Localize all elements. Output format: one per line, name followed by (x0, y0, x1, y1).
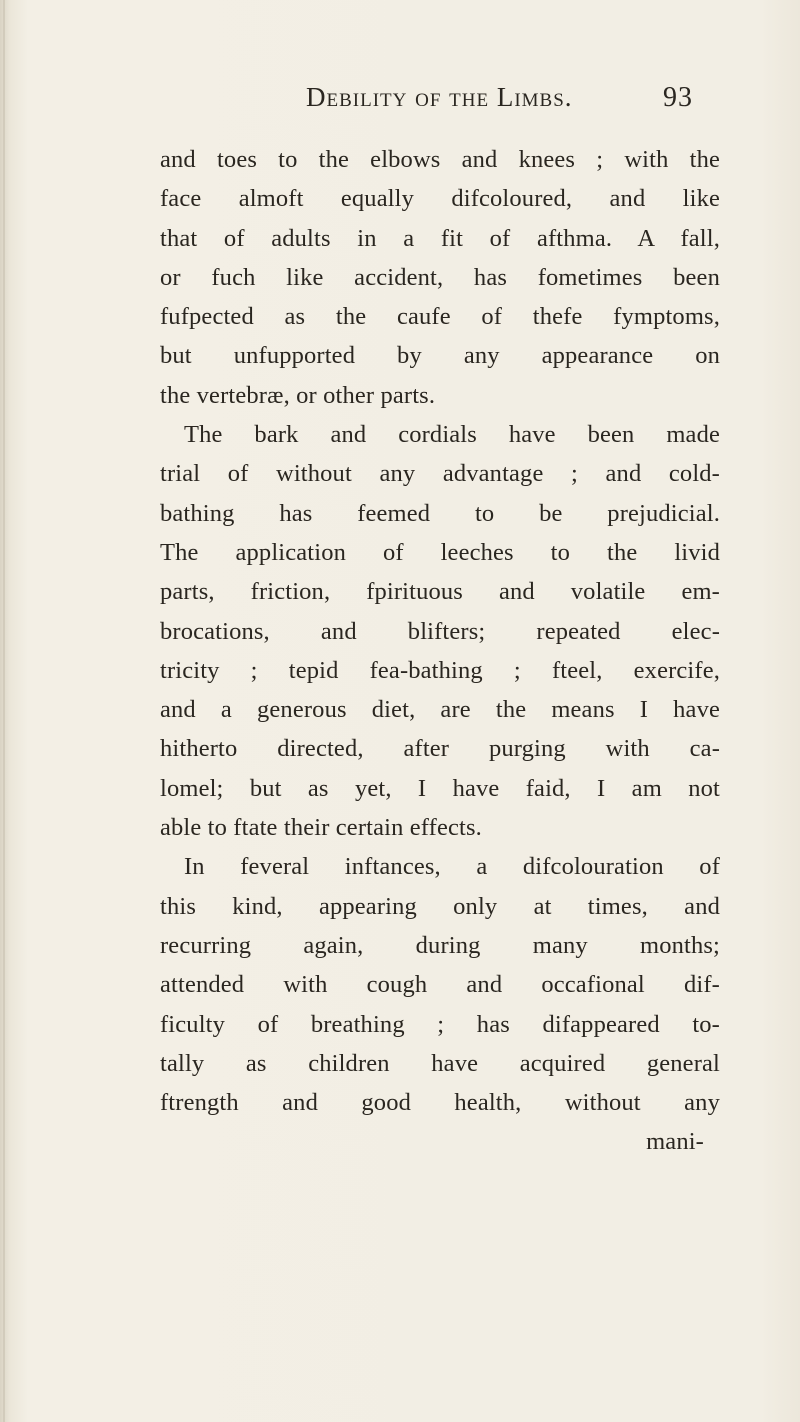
text-line: bathing has feemed to be prejudicial. (160, 499, 720, 527)
text-line: face almoft equally difcoloured, and like (160, 185, 720, 213)
text-line: The bark and cordials have been made (184, 421, 720, 449)
text-line: this kind, appearing only at times, and (160, 892, 720, 920)
text-line: The application of leeches to the livid (160, 538, 720, 566)
text-line: In feveral inftances, a difcolouration of (184, 853, 720, 881)
binding-gutter (3, 0, 5, 1422)
text-line: trial of without any advantage ; and cold- (160, 460, 720, 488)
text-line: but unfupported by any appearance on (160, 342, 720, 370)
text-line: hitherto directed, after purging with ca- (160, 735, 720, 763)
text-line: parts, friction, fpirituous and volatile em- (160, 578, 720, 606)
text-line: and a generous diet, are the means I have (160, 696, 720, 724)
text-line: and toes to the elbows and knees ; with the (160, 146, 720, 173)
text-line: recurring again, during many months; (160, 931, 720, 959)
catchword: mani- (646, 1128, 704, 1156)
text-line: the vertebræ, or other parts. (160, 381, 436, 409)
text-line: lomel; but as yet, I have faid, I am not (160, 774, 720, 802)
text-line: attended with cough and occafional dif- (160, 971, 720, 999)
text-line: tricity ; tepid fea-bathing ; fteel, exercife, (160, 656, 720, 684)
text-line: ftrength and good health, without any (160, 1089, 720, 1117)
text-line: fufpected as the caufe of thefe fymptoms, (160, 303, 720, 331)
page-number: 93 (663, 82, 693, 113)
running-title: Debility of the Limbs. (306, 82, 573, 112)
page-header (306, 82, 716, 126)
body-text (160, 140, 720, 1162)
text-line: ficulty of breathing ; has difappeared to- (160, 1010, 720, 1038)
text-line: or fuch like accident, has fometimes been (160, 263, 720, 291)
text-line: that of adults in a fit of afthma. A fall, (160, 224, 720, 252)
text-line: brocations, and blifters; repeated elec- (160, 617, 720, 645)
text-line: able to ftate their certain effects. (160, 814, 482, 842)
text-line: tally as children have acquired general (160, 1049, 720, 1077)
